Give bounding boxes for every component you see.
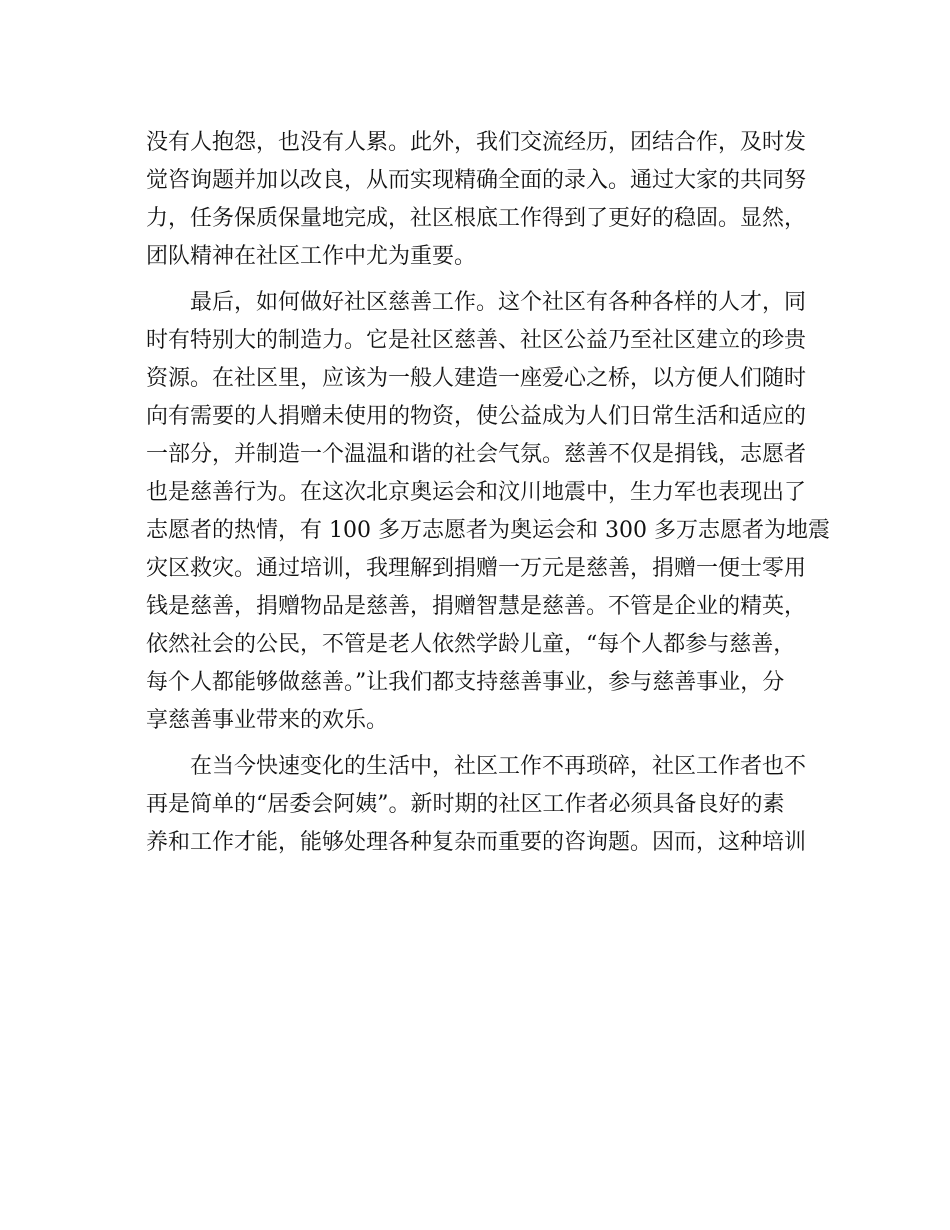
text-line: 一部分，并制造一个温温和谐的社会气氛。慈善不仅是捐钱，志愿者 (146, 442, 807, 467)
text-line: 灾区救灾。通过培训，我理解到捐赠一万元是慈善，捐赠一便士零用 (146, 556, 807, 581)
text-line: 依然社会的公民，不管是老人依然学龄儿童，“每个人都参与慈善， (146, 632, 796, 657)
text-line: 再是简单的“居委会阿姨”。新时期的社区工作者必须具备良好的素 (146, 792, 785, 817)
text-line: 觉咨询题并加以改良，从而实现精确全面的录入。通过大家的共同努 (146, 168, 807, 193)
text-line: 没有人抱怨，也没有人累。此外，我们交流经历，团结合作，及时发 (146, 130, 807, 155)
text-line: 养和工作才能，能够处理各种复杂而重要的咨询题。因而，这种培训 (146, 830, 807, 855)
text-line: 时有特别大的制造力。它是社区慈善、社区公益乃至社区建立的珍贵 (146, 328, 807, 353)
text-line: 资源。在社区里，应该为一般人建造一座爱心之桥，以方便人们随时 (146, 366, 807, 391)
text-line: 最后，如何做好社区慈善工作。这个社区有各种各样的人才，同 (190, 290, 807, 315)
text-line: 享慈善事业带来的欢乐。 (146, 708, 389, 733)
text-line: 钱是慈善，捐赠物品是慈善，捐赠智慧是慈善。不管是企业的精英， (146, 594, 807, 619)
text-line: 志愿者的热情，有 100 多万志愿者为奥运会和 300 多万志愿者为地震 (146, 518, 830, 543)
body-text (146, 124, 830, 862)
text-line: 每个人都能够做慈善。”让我们都支持慈善事业，参与慈善事业，分 (146, 670, 785, 695)
text-line: 在当今快速变化的生活中，社区工作不再琐碎，社区工作者也不 (190, 754, 807, 779)
text-line: 也是慈善行为。在这次北京奥运会和汶川地震中，生力军也表现出了 (146, 480, 807, 505)
paragraph-gap (146, 740, 806, 748)
text-line: 力，任务保质保量地完成，社区根底工作得到了更好的稳固。显然， (146, 206, 807, 231)
paragraph-gap (146, 276, 806, 284)
text-line: 向有需要的人捐赠未使用的物资，使公益成为人们日常生活和适应的 (146, 404, 807, 429)
text-line: 团队精神在社区工作中尤为重要。 (146, 244, 477, 269)
